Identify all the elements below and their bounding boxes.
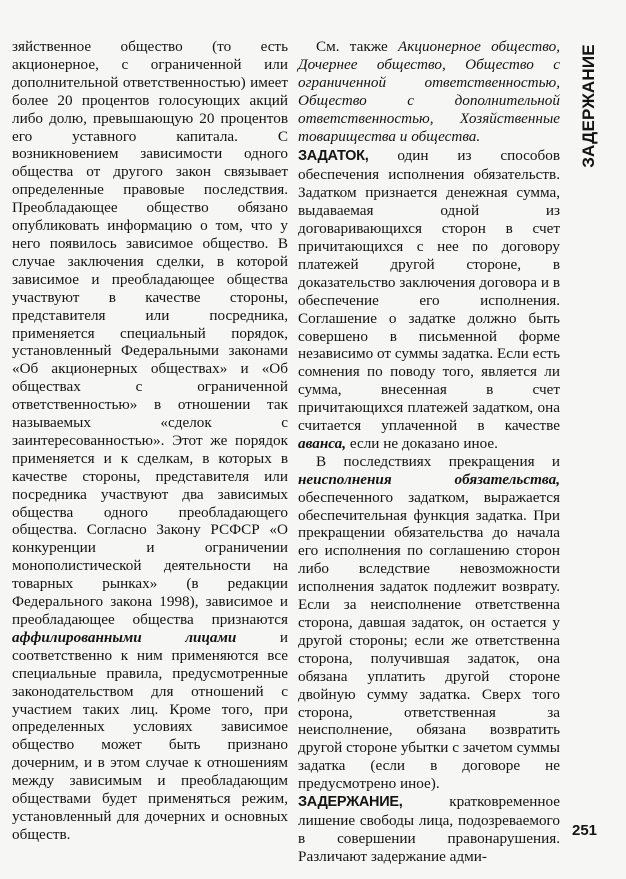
left-column-text-after: и соответственно к ним применяются все специальные правила, предусмотренные законодательством для отношений с участием таких лиц. Кроме того, при определенных условиях зависимое общество может быть признано дочерним, и в этом случае к отношениям между зависимым и преобладающим обществами будет применяться режим, установленный для дочерних и основных обществ. (12, 628, 289, 843)
zadatok-text-2: если не доказано иное. (349, 434, 498, 452)
zadatok-text-1: один из способов обеспечения исполнения обязательств. Задатком признается денежная сумма, выдаваемая одной из договаривающихся сторон в счет причитающихся с нее по договору платежей другой стороне, в доказательство заключения договора и в обеспечение его исполнения. Соглашение о задатке должно быть совершено в письменной форме независимо от суммы задатка. Если есть сомнения по поводу того, является ли сумма, внесенная в счет причитающихся платежей задатком, она считается уплаченной в качестве (298, 147, 560, 435)
running-head (566, 42, 612, 170)
running-head-text: ЗАДЕРЖАНИЕ (579, 44, 598, 168)
term-neispolnenie: неисполнения обязательства, (298, 470, 560, 488)
term-avans: аванса, (298, 434, 347, 452)
term-affiliated-persons: аффилированными лицами (12, 628, 237, 646)
entry-zadatok-paragraph-2 (298, 453, 560, 793)
entry-zaderzhanie (298, 793, 560, 866)
zadatok-p2-before: В последствиях прекращения и (316, 452, 560, 470)
zadatok-p2-after: обеспеченного задатком, выражается обеспечительная функция задатка. При прекращении обязательства до начала его исполнения по соглашению сторон либо вследствие невозможности исполнения задаток подлежит возврату. Если за неисполнение ответственна сторона, давшая задаток, он остается у другой стороны; если же ответственна сторона, получившая задаток, она обязана уплатить другой стороне двойную сумму задатка. Сверх того сторона, ответственная за неисполнение, обязана возвратить другой стороне убытки с зачетом суммы задатка (если в договоре не предусмотрено иное). (298, 488, 560, 793)
see-also-refs: Акционерное общество, Дочернее общество, Общество с ограниченной ответственностью, Общество с дополнительной ответственностью, Хозяйственные товарищества и общества. (298, 38, 561, 145)
zaderzhanie-text: кратковременное лишение свободы лица, подозреваемого в совершении правонарушения. Различают задержание адми- (298, 793, 560, 865)
left-column (12, 38, 288, 844)
right-column (298, 38, 560, 866)
see-also (298, 38, 560, 145)
headword-zadatok: ЗАДАТОК, (298, 148, 369, 165)
see-also-label: См. также (316, 38, 388, 55)
headword-zaderzhanie: ЗАДЕРЖАНИЕ, (298, 794, 403, 811)
page-number: 251 (572, 822, 598, 839)
entry-zadatok (298, 147, 560, 452)
left-column-paragraph (12, 38, 288, 844)
left-column-text: зяйственное общество (то есть акционерное, с ограниченной или дополнительной ответственностью) имеет более 20 процентов голосующих акций либо долю, превышающую 20 процентов его уставного капитала. С возникновением зависимости одного общества от другого закон связывает определенные правовые последствия. Преобладающее общество обязано опубликовать информацию о том, что у него появилось зависимое общество. В случае заключения сделки, в которой зависимое и преобладающее общества участвуют в качестве стороны, представителя или посредника, применяется специальный порядок, установленный Федеральными законами «Об акционерных обществах» и «Об обществах с ограниченной ответственностью» в отношении так называемых «сделок с заинтересованностью». Этот же порядок применяется и к сделкам, в которых в качестве стороны, представителя или посредника участвуют два зависимых общества одного преобладающего общества. Согласно Закону РСФСР «О конкуренции и ограничении монополистической деятельности на товарных рынках» (в редакции Федерального закона 1998), зависимое и преобладающее общества признаются (12, 38, 288, 628)
